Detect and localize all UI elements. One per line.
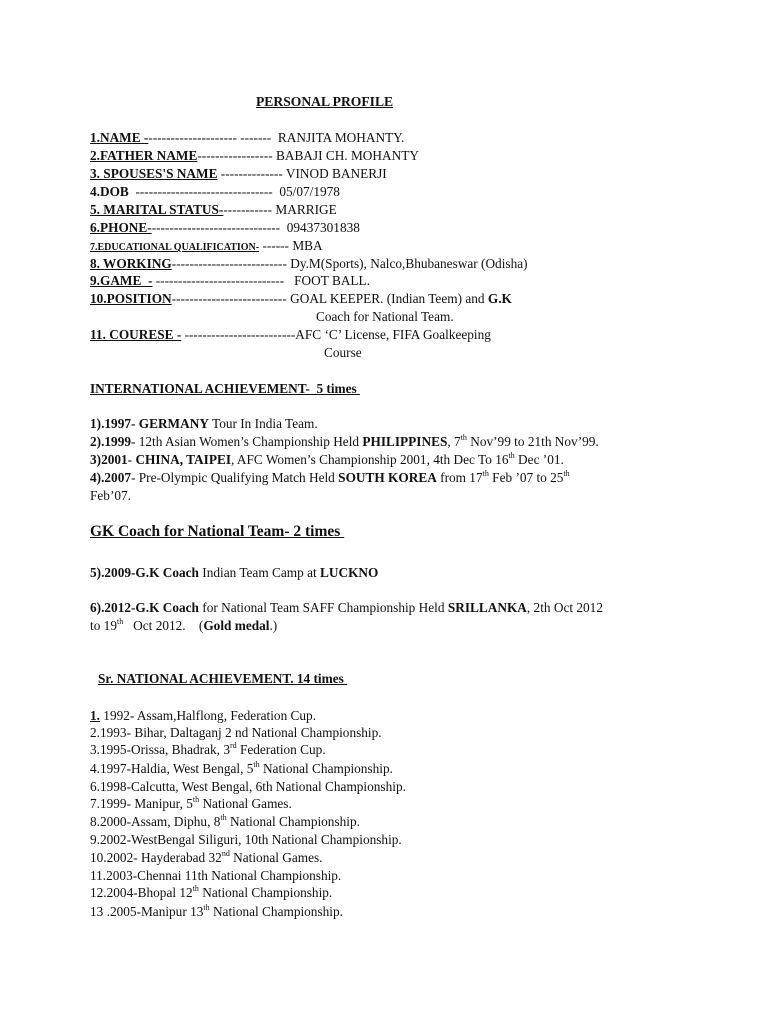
- gk-item-6-text2: , 2th Oct 2012: [526, 600, 603, 615]
- national-item-sup: nd: [221, 849, 230, 858]
- gk-item-6-medal: Gold medal: [203, 618, 270, 633]
- intl-item-4-text: - Pre-Olympic Qualifying Match Held: [131, 470, 339, 485]
- gk-item-5-lead: 5).2009-G.K Coach: [90, 565, 199, 580]
- working-label: 8. WORKING: [90, 256, 172, 271]
- name-dash: -------------------- -------: [148, 130, 278, 145]
- intl-item-2-country: PHILIPPINES: [362, 434, 448, 449]
- national-item-text: National Games.: [229, 850, 323, 865]
- intl-item-3-lead: 3)2001: [90, 452, 128, 467]
- working-row: [90, 256, 528, 272]
- position-row: [90, 291, 512, 307]
- national-item: [90, 779, 406, 795]
- intl-item-4-text2: from 17: [436, 470, 483, 485]
- course-row: [90, 327, 491, 343]
- national-item-sup: th: [253, 760, 260, 769]
- national-item-text: Federation Cup.: [236, 742, 326, 757]
- dob-label: 4.DOB: [90, 184, 129, 199]
- national-item: [90, 850, 323, 866]
- gk-coach-heading: GK Coach for National Team- 2 times: [90, 523, 345, 540]
- national-item-text: 12.2004-Bhopal 12: [90, 885, 193, 900]
- international-heading: INTERNATIONAL ACHIEVEMENT- 5 times: [90, 381, 361, 396]
- game-row: [90, 273, 370, 289]
- intl-item-1: [90, 416, 318, 432]
- intl-item-2: [90, 434, 599, 450]
- phone-row: [90, 220, 360, 236]
- national-item-sup: th: [192, 795, 200, 804]
- marital-value: MARRIGE: [275, 202, 337, 217]
- national-item: [90, 885, 332, 901]
- phone-dash: -----------------------------: [151, 220, 287, 235]
- national-item-text: National Games.: [199, 796, 292, 811]
- national-item: [90, 904, 343, 920]
- name-value: RANJITA MOHANTY.: [277, 130, 405, 145]
- spouse-label: 3. SPOUSES'S NAME: [90, 166, 218, 181]
- position-value: GOAL KEEPER. (Indian Teem) and: [290, 291, 488, 306]
- father-label: 2.FATHER NAME: [90, 148, 198, 163]
- page-title: PERSONAL PROFILE: [256, 94, 394, 109]
- gk-item-5-place: LUCKNO: [320, 565, 379, 580]
- intl-item-4-cont: Feb’07.: [90, 488, 131, 503]
- position-label: 10.POSITION: [90, 291, 172, 306]
- national-item: [90, 832, 402, 848]
- position-line2: Coach for National Team.: [316, 309, 454, 324]
- gk-item-5-text: Indian Team Camp at: [198, 565, 321, 580]
- intl-item-4-text3: Feb ’07 to 25: [488, 470, 564, 485]
- intl-item-3-text: -: [127, 452, 136, 467]
- national-item-text: 8.2000-Assam, Diphu, 8: [90, 814, 221, 829]
- national-item-text: National Championship.: [198, 885, 333, 900]
- national-item-sup: th: [203, 903, 210, 912]
- intl-item-3: [90, 452, 564, 468]
- national-item-sup: th: [192, 884, 199, 893]
- dob-row: [90, 184, 340, 200]
- dob-value: 05/07/1978: [279, 184, 340, 199]
- intl-item-1-lead: 1).1997- GERMANY: [90, 416, 209, 431]
- father-dash: -----------------: [197, 148, 276, 163]
- education-value: MBA: [292, 238, 323, 253]
- intl-item-4-country: SOUTH KOREA: [338, 470, 437, 485]
- intl-item-4-lead: 4).2007: [90, 470, 131, 485]
- education-dash: ------: [259, 238, 293, 253]
- education-label: 7.EDUCATIONAL QUALIFICATION-: [90, 242, 260, 253]
- gk-item-6-text3: to 19: [90, 618, 117, 633]
- dob-dash: -------------------------------: [128, 184, 280, 199]
- national-item: [90, 796, 292, 812]
- course-label: 11. COURESE -: [90, 327, 182, 342]
- marital-row: [90, 202, 337, 218]
- game-dash: -----------------------------: [152, 273, 295, 288]
- position-bold: G.K: [487, 291, 512, 306]
- intl-item-4-sup2: th: [563, 469, 570, 478]
- game-label: 9.GAME -: [90, 273, 153, 288]
- intl-item-4: [90, 470, 570, 486]
- national-item-text: 3.1995-Orissa, Bhadrak, 3: [90, 742, 230, 757]
- course-value: AFC ‘C’ License, FIFA Goalkeeping: [295, 327, 491, 342]
- gk-item-6-text4: Oct 2012. (: [123, 618, 204, 633]
- name-label: 1.NAME -: [90, 130, 149, 145]
- intl-item-3-country: CHINA, TAIPEI: [135, 452, 231, 467]
- gk-item-6: [90, 600, 603, 616]
- national-item-1-num: 1.: [90, 708, 100, 723]
- intl-item-2-lead: 2).1999: [90, 434, 131, 449]
- national-item-1: [90, 708, 316, 724]
- national-item-text: 6.1998-Calcutta, West Bengal, 6th National Championship.: [90, 779, 406, 794]
- national-item-sup: th: [220, 813, 227, 822]
- gk-item-6-lead: 6).2012-G.K Coach: [90, 600, 199, 615]
- phone-value: 09437301838: [286, 220, 360, 235]
- national-item: [90, 868, 341, 884]
- intl-item-2-text3: Nov’99 to 21th Nov’99.: [466, 434, 599, 449]
- national-item-text: 2.1993- Bihar, Daltaganj 2 nd National Championship.: [90, 725, 382, 740]
- gk-item-5: [90, 565, 378, 581]
- education-row: [90, 238, 323, 256]
- father-row: [90, 148, 419, 164]
- national-item: [90, 742, 326, 758]
- gk-item-6-text: for National Team SAFF Championship Held: [198, 600, 448, 615]
- national-item-text: 10.2002- Hayderabad 32: [90, 850, 222, 865]
- phone-label: 6.PHONE-: [90, 220, 152, 235]
- national-item: [90, 814, 360, 830]
- gk-item-6-cont: [90, 618, 277, 634]
- gk-item-6-place: SRILLANKA: [447, 600, 527, 615]
- intl-item-2-text: - 12th Asian Women’s Championship Held: [131, 434, 363, 449]
- national-item-text: National Championship.: [259, 761, 393, 776]
- position-dash: --------------------------: [171, 291, 291, 306]
- national-item-text: 9.2002-WestBengal Siliguri, 10th National Championship.: [90, 832, 402, 847]
- national-item-text: 4.1997-Haldia, West Bengal, 5: [90, 761, 254, 776]
- father-value: BABAJI CH. MOHANTY: [275, 148, 419, 163]
- gk-item-6-text5: .): [269, 618, 278, 633]
- working-value: Dy.M(Sports), Nalco,Bhubaneswar (Odisha): [290, 256, 528, 271]
- course-line2: Course: [324, 345, 362, 360]
- national-heading: Sr. NATIONAL ACHIEVEMENT. 14 times: [98, 671, 348, 686]
- national-item-text: National Championship.: [226, 814, 360, 829]
- name-row: [90, 130, 404, 146]
- intl-item-4-sup: th: [482, 469, 489, 478]
- national-item-text: 11.2003-Chennai 11th National Championship.: [90, 868, 342, 883]
- national-item: [90, 725, 382, 741]
- national-item-text: National Championship.: [209, 904, 343, 919]
- national-item-text: 7.1999- Manipur, 5: [90, 796, 193, 811]
- marital-label: 5. MARITAL STATUS-: [90, 202, 224, 217]
- national-item-sup: rd: [229, 741, 237, 750]
- national-item: [90, 761, 393, 777]
- intl-item-2-text2: , 7: [447, 434, 461, 449]
- national-item-1-text: 1992- Assam,Halflong, Federation Cup.: [99, 708, 317, 723]
- intl-item-3-sup: th: [508, 451, 515, 460]
- game-value: FOOT BALL.: [294, 273, 370, 288]
- intl-item-3-text2: , AFC Women’s Championship 2001, 4th Dec To 16: [231, 452, 509, 467]
- working-dash: --------------------------: [171, 256, 291, 271]
- intl-item-3-text3: Dec ’01.: [514, 452, 564, 467]
- intl-item-2-sup: th: [460, 433, 467, 442]
- gk-item-6-sup: th: [116, 617, 124, 626]
- course-dash: -------------------------: [181, 327, 296, 342]
- spouse-dash: --------------: [217, 166, 286, 181]
- spouse-value: VINOD BANERJI: [285, 166, 387, 181]
- national-item-text: 13 .2005-Manipur 13: [90, 904, 204, 919]
- intl-item-1-text: Tour In India Team.: [208, 416, 318, 431]
- spouse-row: [90, 166, 387, 182]
- marital-dash: -----------: [223, 202, 276, 217]
